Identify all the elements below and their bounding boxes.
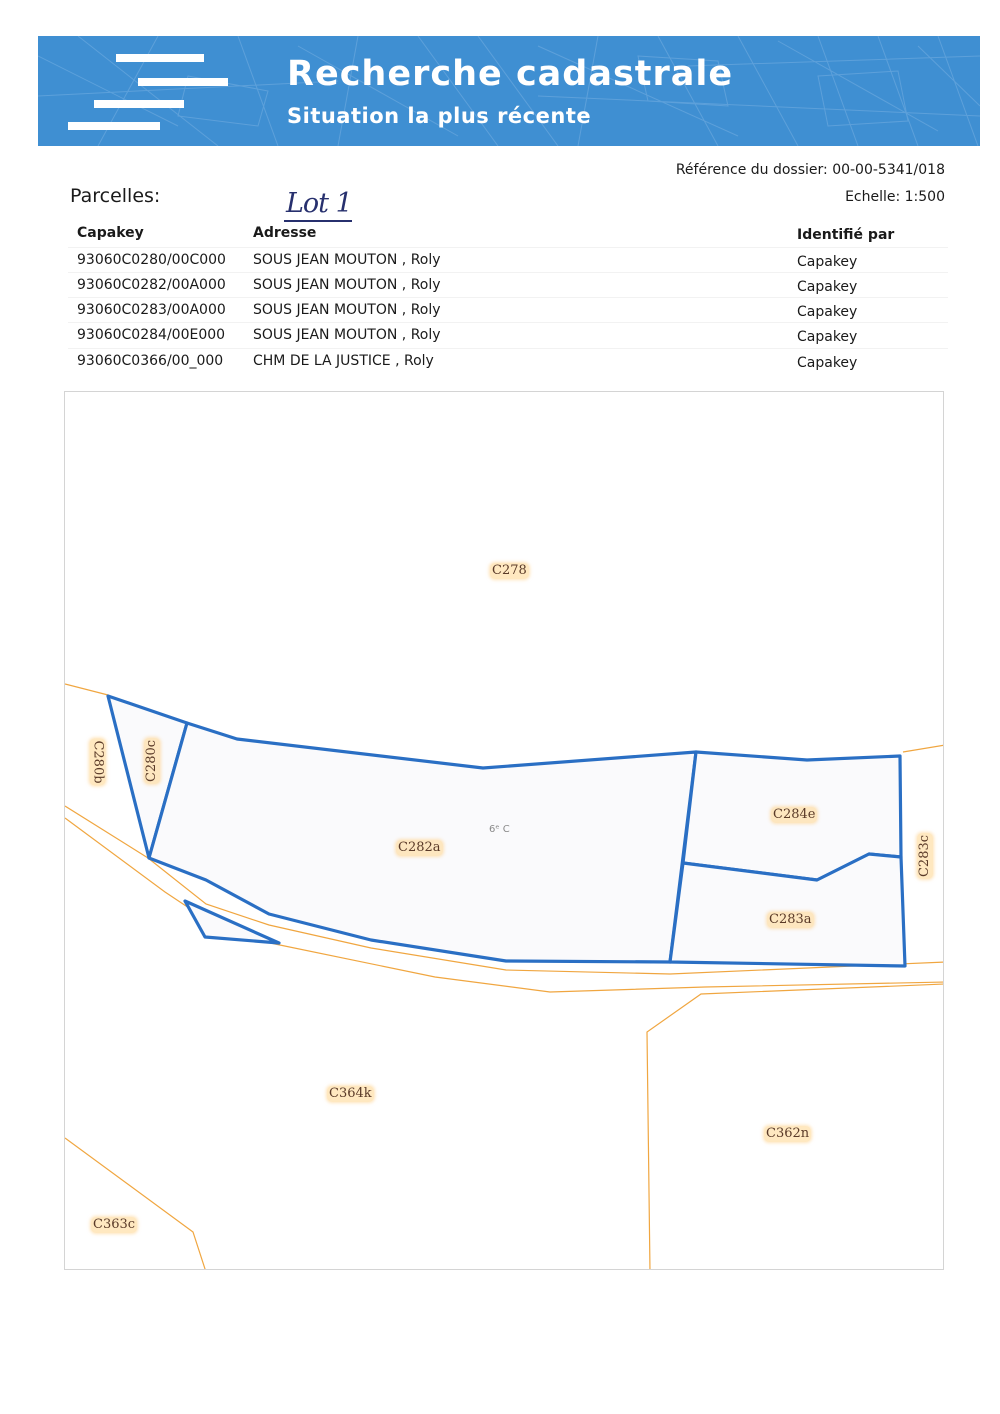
cell-capakey: 93060C0283/00A000 (77, 302, 226, 318)
header-banner (38, 36, 980, 146)
cell-identifie-par: Capakey (797, 355, 858, 371)
cell-capakey: 93060C0280/00C000 (77, 252, 226, 268)
cell-adresse: SOUS JEAN MOUTON , Roly (253, 302, 441, 318)
boundary-line (65, 1138, 206, 1270)
menu-bar (94, 100, 184, 108)
cell-adresse: SOUS JEAN MOUTON , Roly (253, 277, 441, 293)
boundary-line (65, 684, 108, 695)
parcel-label-c362n: C362n (766, 1126, 810, 1141)
column-header-identifie-par: Identifié par (797, 227, 895, 243)
cell-capakey: 93060C0282/00A000 (77, 277, 226, 293)
cell-identifie-par: Capakey (797, 279, 858, 295)
cadastral-map[interactable] (64, 391, 944, 1270)
table-row (68, 348, 948, 374)
parcel-label-c284e: C284e (773, 807, 816, 822)
parcelles-heading: Parcelles: (70, 185, 161, 207)
parcel-label-c283c: C283c (917, 834, 933, 878)
cell-identifie-par: Capakey (797, 329, 858, 345)
handwritten-underline (284, 220, 352, 222)
boundary-line (903, 745, 944, 752)
table-row (68, 322, 948, 348)
map-scale: Echelle: 1:500 (845, 189, 945, 205)
menu-bar (68, 122, 160, 130)
table-row (68, 297, 948, 323)
parcel-label-c282a: C282a (398, 840, 441, 855)
parcel-label-c363c: C363c (93, 1217, 136, 1232)
parcel-label-c280b: C280b (90, 740, 106, 784)
dossier-reference: Référence du dossier: 00-00-5341/018 (675, 162, 945, 178)
menu-bar (116, 54, 204, 62)
menu-bar (138, 78, 228, 86)
cell-adresse: SOUS JEAN MOUTON , Roly (253, 327, 441, 343)
cell-adresse: CHM DE LA JUSTICE , Roly (253, 353, 434, 369)
cell-capakey: 93060C0284/00E000 (77, 327, 226, 343)
page-subtitle: Situation la plus récente (287, 104, 592, 128)
table-row (68, 272, 948, 298)
section-mark: 6ᵉ C (489, 824, 510, 835)
cell-adresse: SOUS JEAN MOUTON , Roly (253, 252, 441, 268)
handwritten-lot-note: Lot 1 (286, 188, 352, 219)
column-header-adresse: Adresse (253, 225, 317, 241)
parcel-label-c278: C278 (492, 563, 527, 578)
parcel-label-c280c: C280c (144, 739, 160, 783)
parcel-label-c283a: C283a (769, 912, 812, 927)
cell-identifie-par: Capakey (797, 254, 858, 270)
column-header-capakey: Capakey (77, 225, 144, 241)
cell-identifie-par: Capakey (797, 304, 858, 320)
hamburger-menu-icon[interactable] (38, 36, 278, 146)
page-title: Recherche cadastrale (287, 54, 734, 94)
parcel-label-c364k: C364k (329, 1086, 372, 1101)
table-row (68, 247, 948, 273)
cell-capakey: 93060C0366/00_000 (77, 353, 224, 369)
